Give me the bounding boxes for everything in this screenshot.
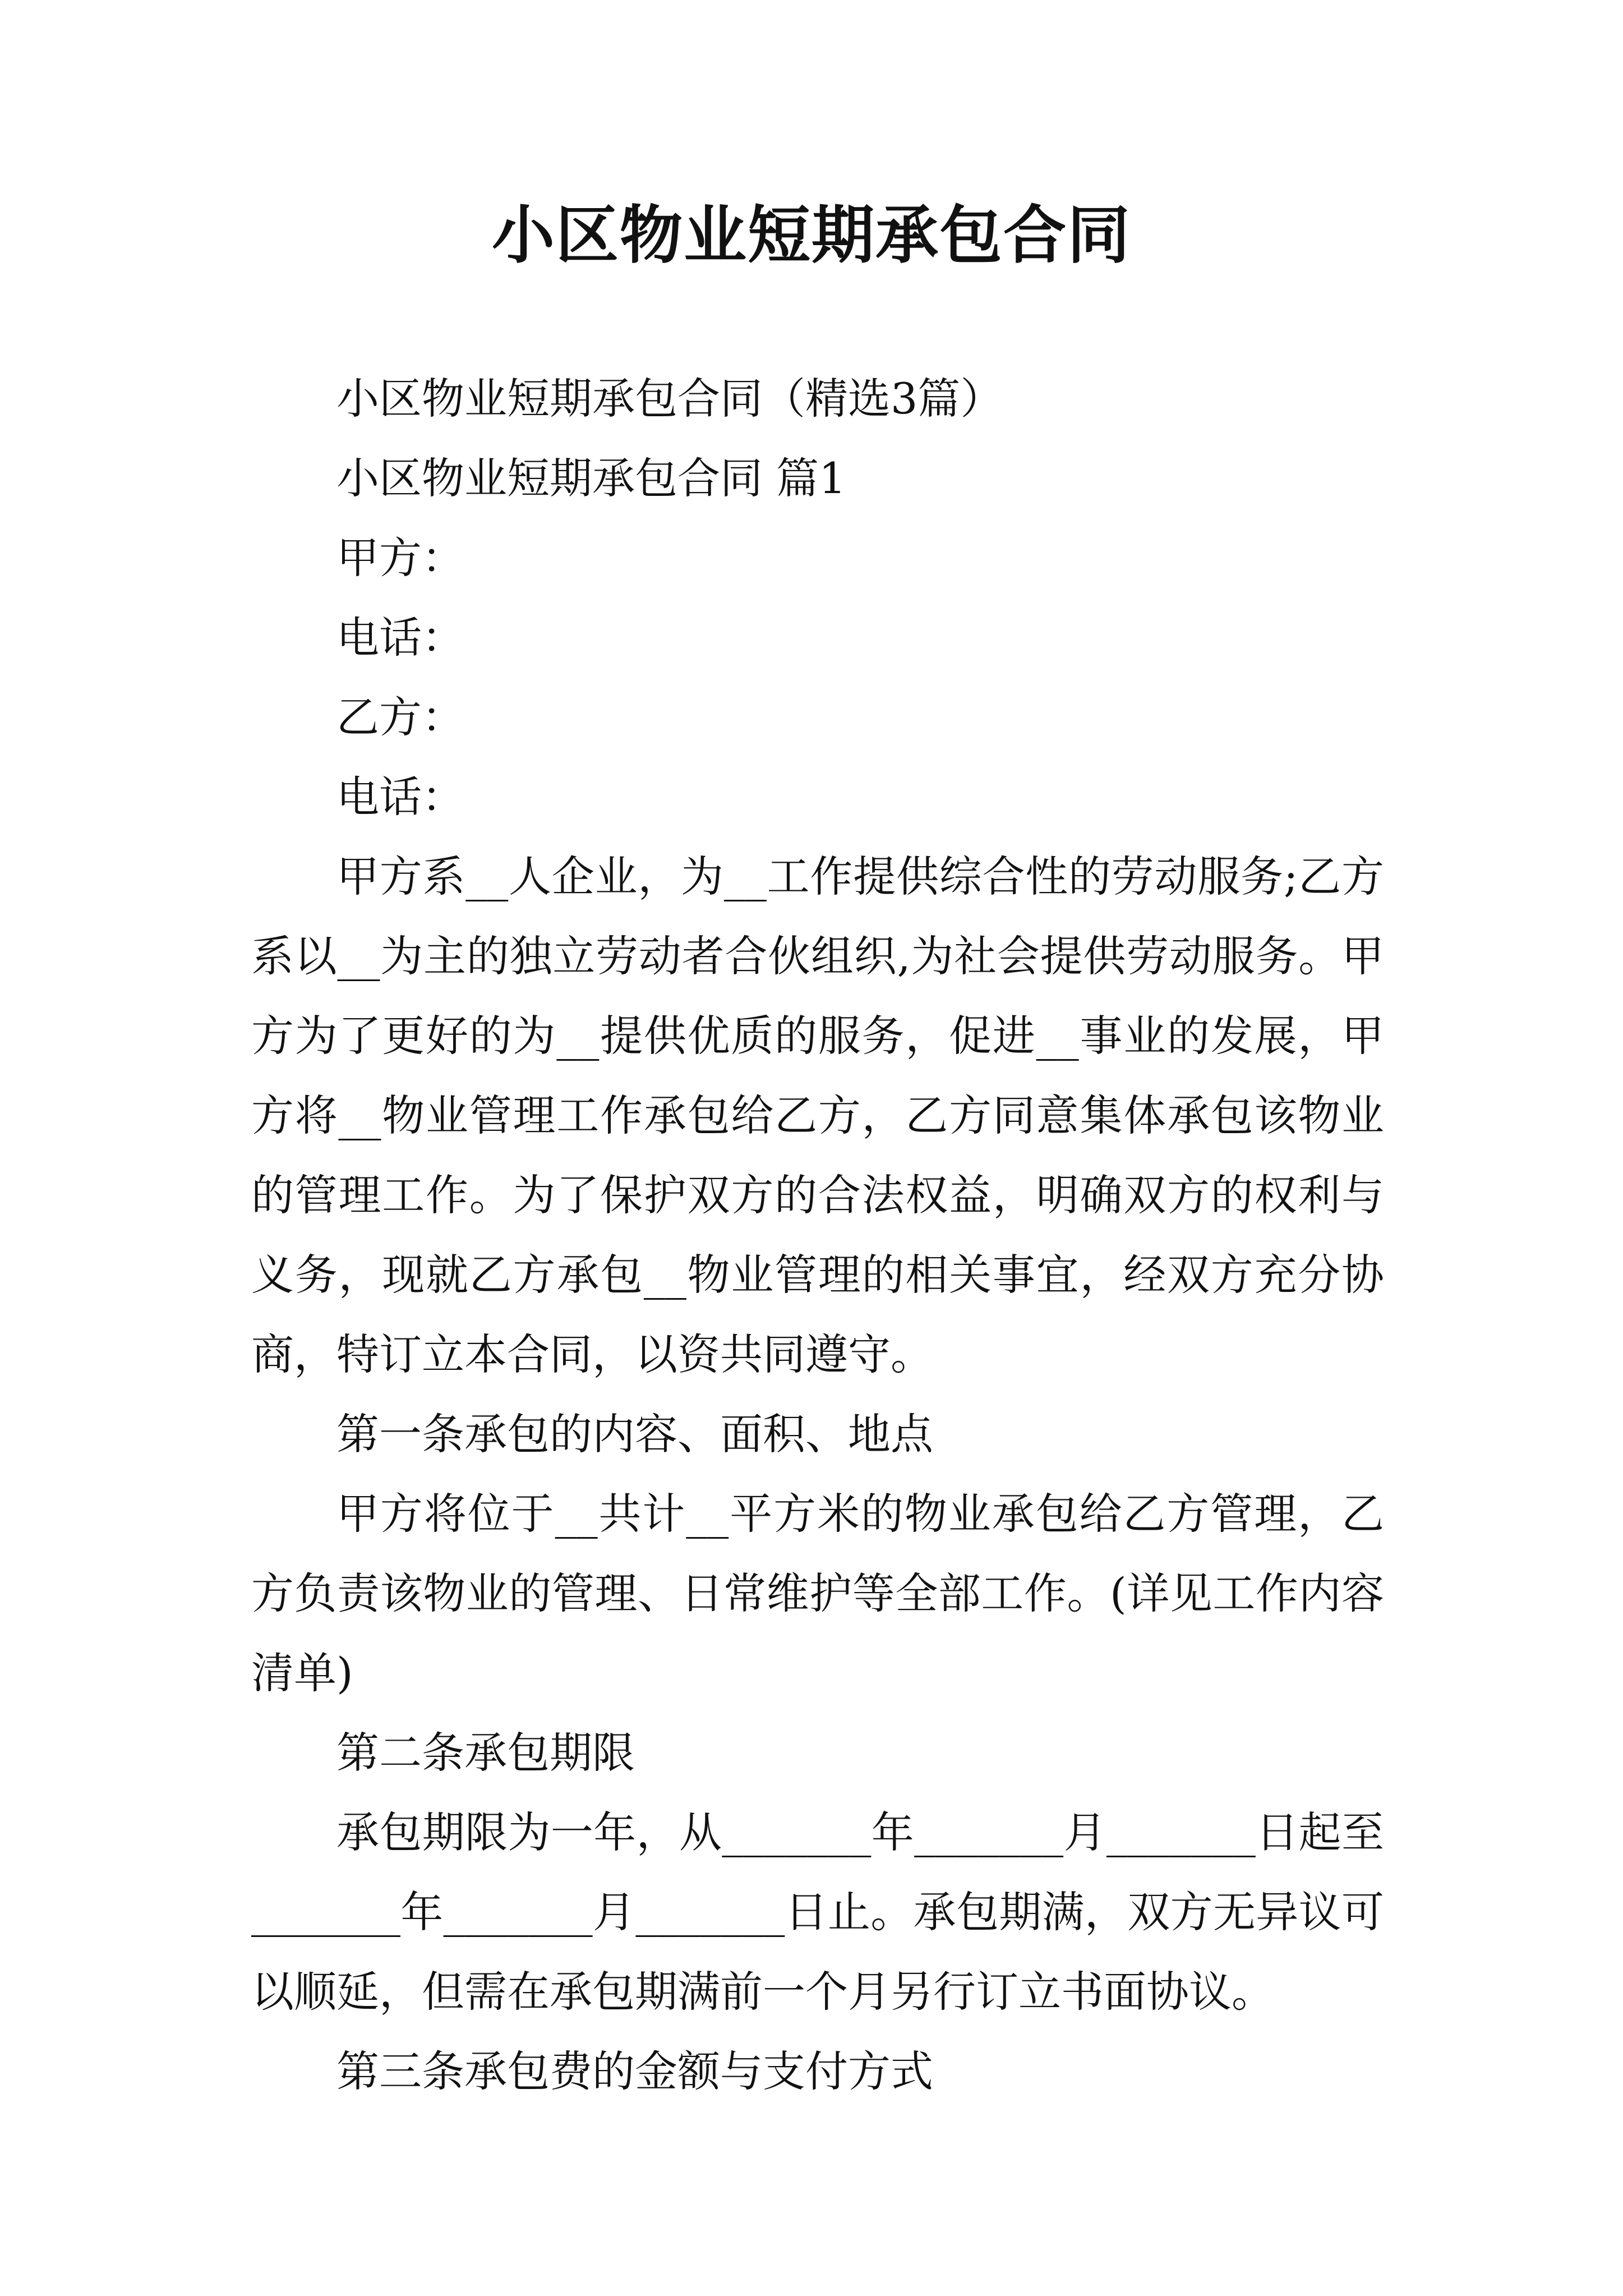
- paragraph-article-2-heading: 第二条承包期限: [336, 1728, 635, 1778]
- paragraph-party-b: 乙方：: [336, 692, 464, 742]
- paragraph-article-3-heading: 第三条承包费的金额与支付方式: [336, 2046, 933, 2096]
- paragraph-subtitle: 小区物业短期承包合同（精选3篇）: [336, 374, 1003, 424]
- paragraph-article-1-body: 甲方将位于__共计__平方米的物业承包给乙方管理，乙方负责该物业的管理、日常维护等全部工作。(详见工作内容清单): [251, 1489, 1384, 1698]
- paragraph-section-heading: 小区物业短期承包合同 篇1: [336, 453, 846, 503]
- paragraph-article-2-body: 承包期限为一年，从_______年_______月_______日起至_______年_______月_______日止。承包期满，双方无异议可以顺延，但需在承包期满前一个月另行订立书面协议。: [251, 1807, 1384, 2017]
- document-title: 小区物业短期承包合同: [492, 199, 1131, 272]
- paragraph-article-1-heading: 第一条承包的内容、面积、地点: [336, 1409, 933, 1459]
- paragraph-preamble: 甲方系__人企业，为__工作提供综合性的劳动服务;乙方系以__为主的独立劳动者合伙组织,为社会提供劳动服务。甲方为了更好的为__提供优质的服务，促进__事业的发展，甲方将__物业管理工作承包给乙方，乙方同意集体承包该物业的管理工作。为了保护双方的合法权益，明确双方的权利与义务，现就乙方承包__物业管理的相关事宜，经双方充分协商，特订立本合同，以资共同遵守。: [251, 852, 1384, 1379]
- paragraph-party-a: 甲方：: [336, 533, 464, 583]
- paragraph-phone-b: 电话：: [336, 772, 464, 822]
- document-body: [251, 359, 1384, 2111]
- paragraph-phone-a: 电话：: [336, 613, 464, 662]
